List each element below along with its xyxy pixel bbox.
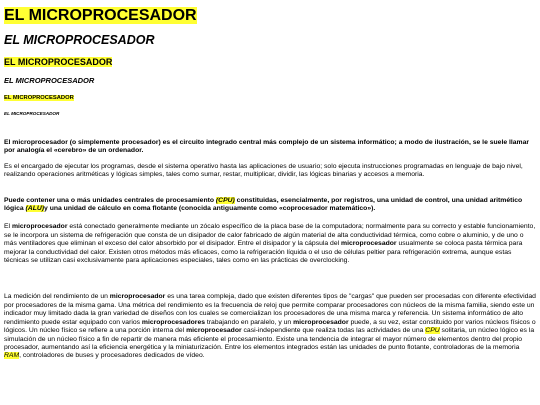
alu-abbrev: (ALU): [25, 205, 45, 213]
perf-text-5: casi-independiente que realiza todas las actividades de una: [241, 327, 426, 335]
perf-text-6: solitaria, un núcleo lógico es la simulación de un núcleo físico a fin de repartir de manera más eficiente el procesamiento. Existe una tendencia de integrar el mayor número de elementos dentro del propio procesador, aumentando así la eficiencia energética y la miniaturización. Entre los elementos integrados están las unidades de punto flotante, controladoras de la memoria: [4, 327, 535, 351]
document-page: [4, 6, 536, 361]
heading-3-text: EL MICROPROCESADOR: [4, 57, 113, 67]
perf-keyword-3: microprocesador: [293, 318, 349, 326]
tasks-paragraph: Es el encargado de ejecutar los programas, desde el sistema operativo hasta las aplicaciones de usuario; solo ejecuta instrucciones programadas en lenguaje de bajo nivel, realizando operaciones aritméticas y lógicas simples, tales como sumar, restar, multiplicar, dividir, las lógicas binarias y accesos a memoria.: [4, 162, 523, 179]
mounting-paragraph: [4, 223, 536, 265]
perf-text-7: , controladores de buses y procesadores dedicados de vídeo.: [19, 352, 205, 360]
perf-text-3: trabajando en paralelo, y un: [205, 318, 294, 326]
mounting-keyword-1: microprocesador: [11, 223, 68, 231]
perf-keyword-4: microprocesador: [186, 327, 242, 335]
perf-cpu-abbrev: CPU: [425, 327, 440, 335]
heading-5: [4, 94, 536, 102]
mounting-text-3: usualmente se coloca pasta térmica para mejorar la conductividad del calor. Existen otros métodos más eficaces, como la refrigeración líquida o el uso de células peltier para refrigeración extrema, aunque estas técnicas se utilizan casi exclusivamente para aplicaciones especiales, tales como en las prácticas de overclocking.: [4, 240, 523, 265]
heading-2: EL MICROPROCESADOR: [4, 33, 155, 47]
cpu-paragraph: [4, 197, 536, 214]
cpu-text-1: Puede contener una o más unidades centrales de procesamiento: [4, 196, 216, 204]
cpu-text-3: y una unidad de cálculo en coma flotante (conocida antiguamente como «coprocesador matemático»).: [44, 205, 376, 213]
perf-keyword-1: microprocesador: [109, 293, 166, 301]
heading-1: [4, 6, 536, 26]
perf-ram-abbrev: RAM: [4, 352, 20, 360]
heading-5-text: EL MICROPROCESADOR: [4, 95, 74, 101]
heading-6: EL MICROPROCESADOR: [4, 111, 60, 116]
cpu-text-2: constituidas, esencialmente, por registros, una unidad de control, una unidad aritmético lógica: [4, 196, 523, 213]
performance-paragraph: [4, 293, 536, 360]
perf-text-4: puede, a su vez, estar constituido por varios núcleos físicos o lógicos. Un núcleo físico se refiere a una porción interna del: [4, 318, 536, 335]
perf-text-1: La medición del rendimiento de un: [4, 293, 110, 301]
heading-3: [4, 56, 536, 68]
heading-1-text: EL MICROPROCESADOR: [4, 7, 197, 24]
heading-4: EL MICROPROCESADOR: [4, 76, 95, 85]
intro-paragraph: El microprocesador (o simplemente procesador) es el circuito integrado central más complejo de un sistema informático; a modo de ilustración, se le suele llamar por analogía el «cerebro» de un ordenador.: [4, 139, 530, 155]
perf-text-2: es una tarea compleja, dado que existen diferentes tipos de "cargas" que pueden ser procesadas con diferente efectividad por procesadores de la misma gama. Una métrica del rendimiento es la frecuencia de reloj que permite comparar procesadores con núcleos de la misma familia, siendo este un indicador muy limitado dada la gran variedad de diseños con los cuales se comercializan los procesadores de una misma marca y referencia. Un sistema informático de alto rendimiento puede estar equipado con varios: [4, 293, 536, 326]
mounting-text-1: El: [4, 223, 12, 231]
perf-keyword-2: microprocesadores: [141, 318, 206, 326]
cpu-abbrev: (CPU): [215, 196, 235, 204]
mounting-text-2: está conectado generalmente mediante un zócalo específico de la placa base de la computadora; normalmente para su correcto y estable funcionamiento, se le incorpora un sistema de refrigeración que consta de un disipador de calor fabricado de algún material de alta conductividad térmica, como cobre o aluminio, y de uno o más ventiladores que eliminan el exceso del calor absorbido por el disipador. Entre el disipador y la cápsula del: [4, 223, 536, 248]
mounting-keyword-2: microprocesador: [341, 240, 397, 248]
